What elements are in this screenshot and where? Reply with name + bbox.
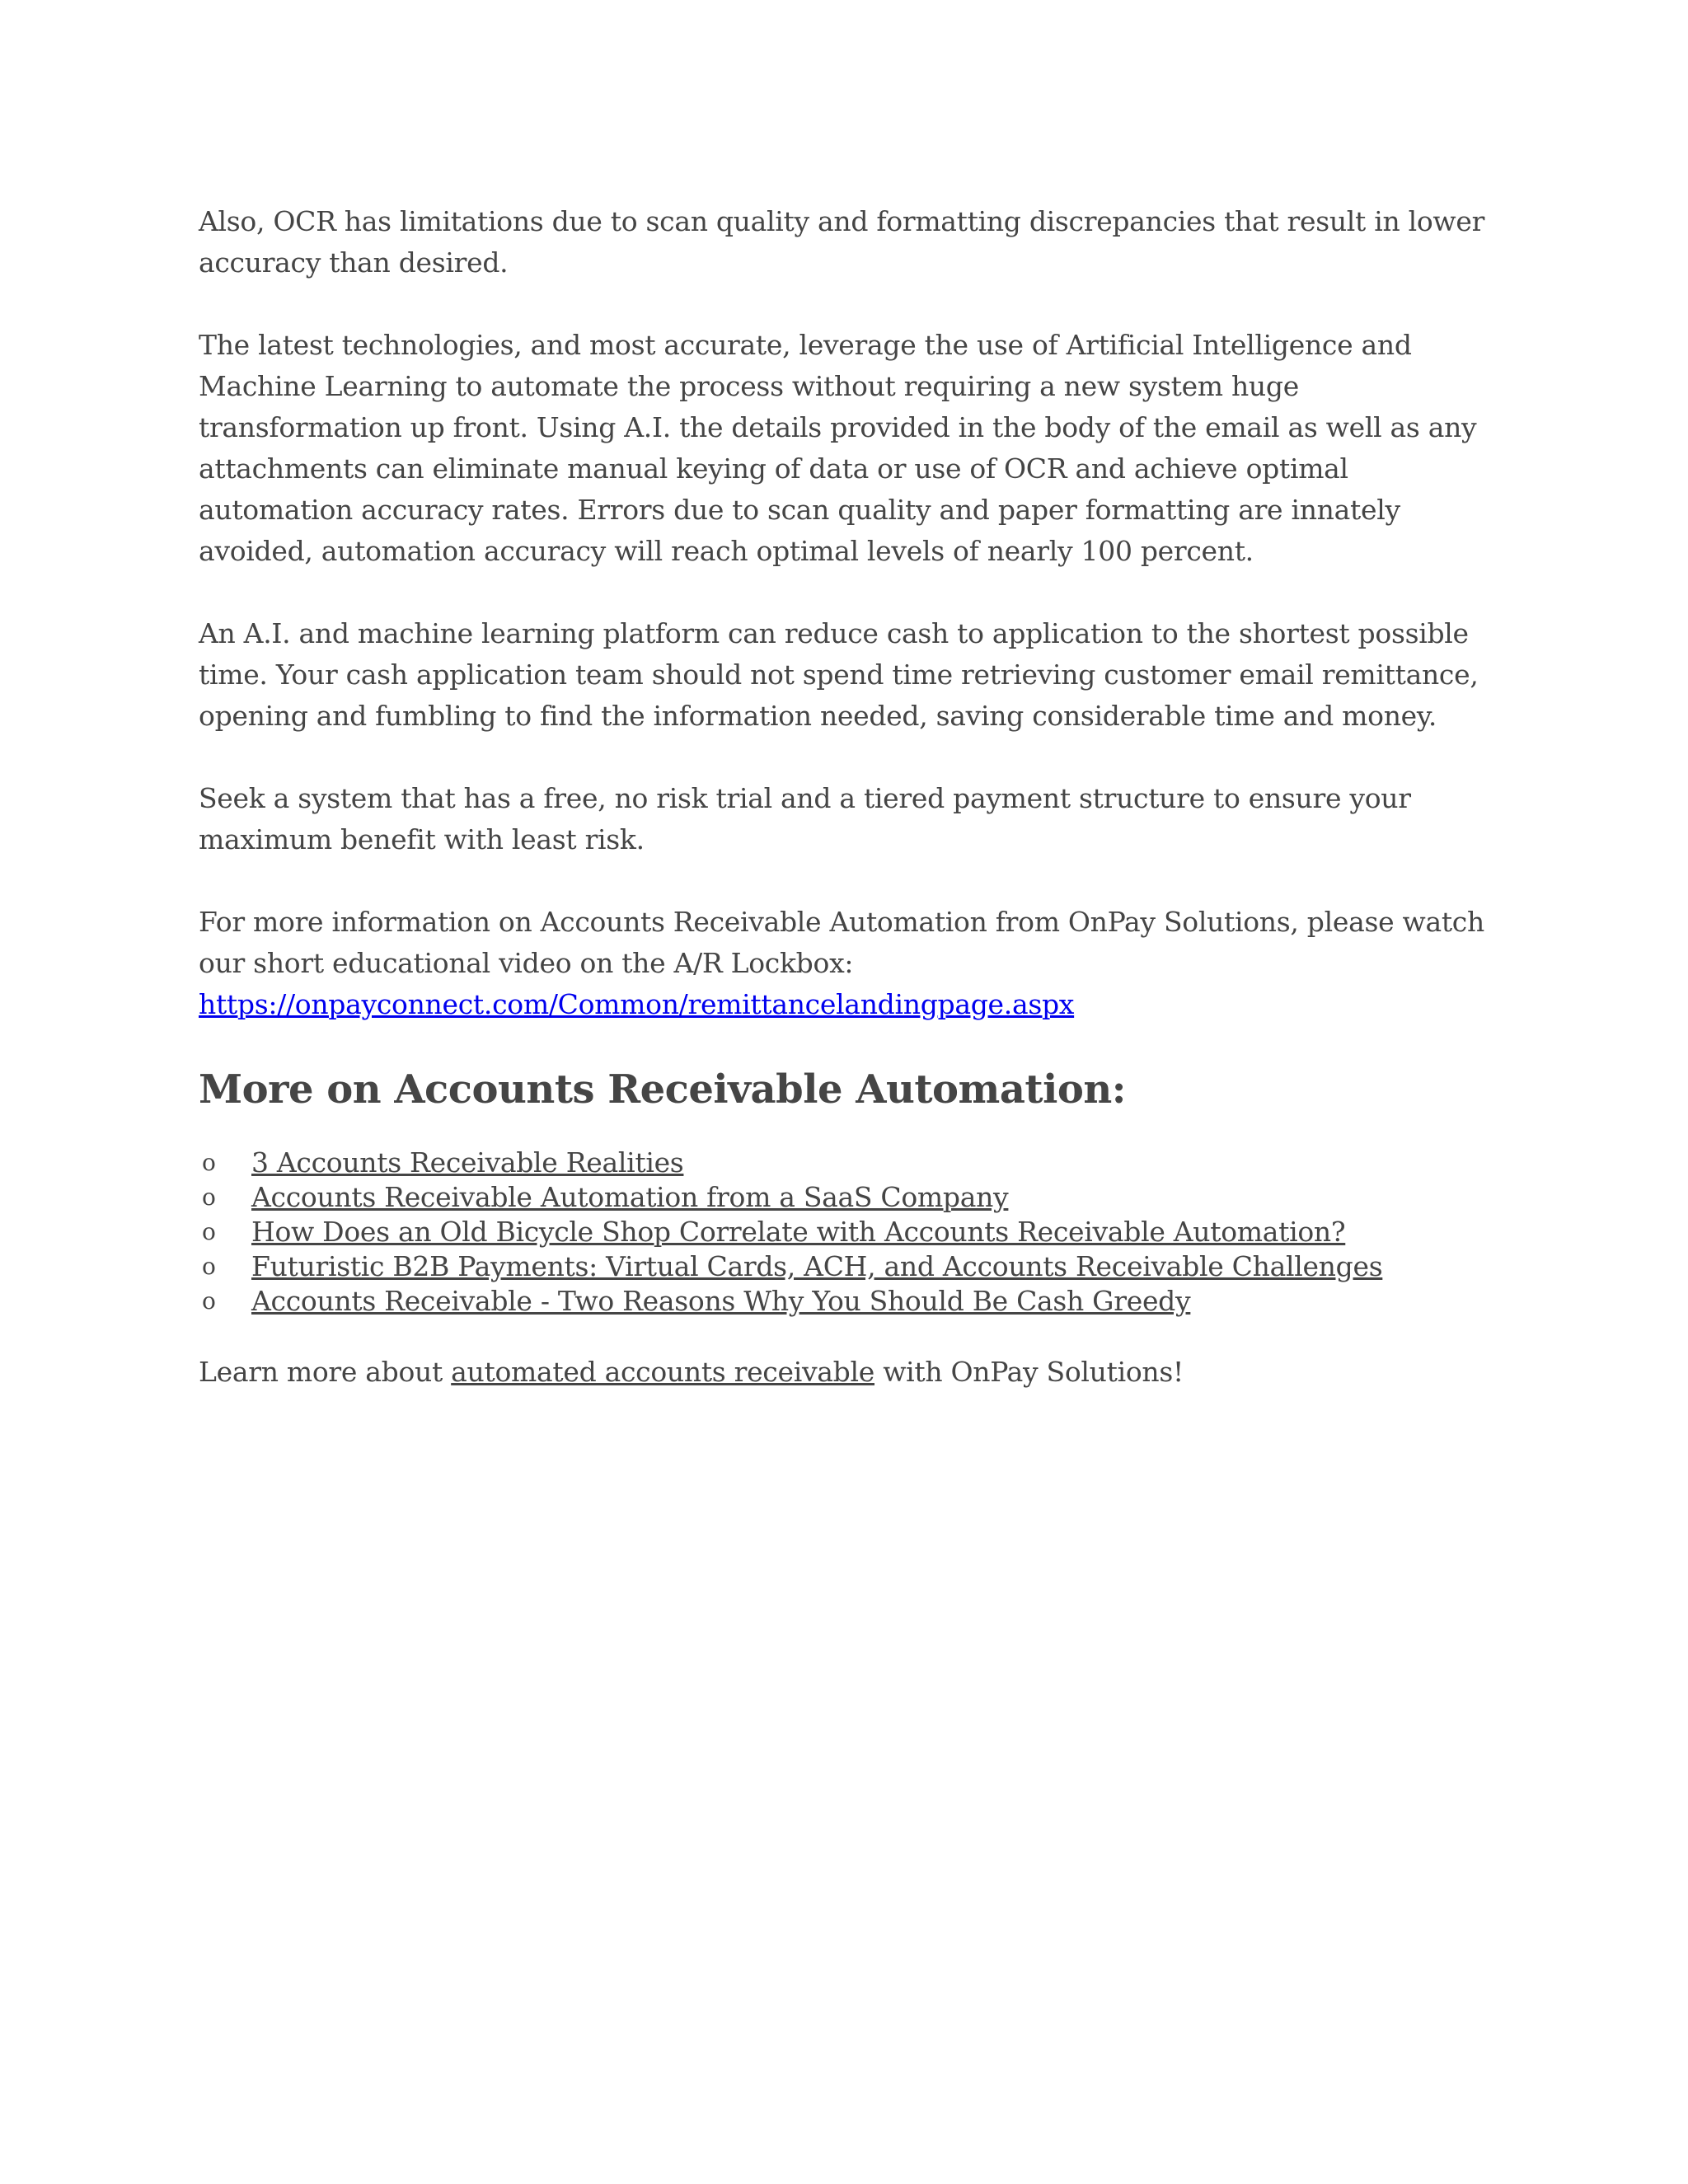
automated-ar-link[interactable]: automated accounts receivable [451, 1356, 874, 1388]
related-link-b2b-payments[interactable]: Futuristic B2B Payments: Virtual Cards, ACH, and Accounts Receivable Challenges [251, 1250, 1383, 1282]
related-link-cash-greedy[interactable]: Accounts Receivable - Two Reasons Why You Should Be Cash Greedy [251, 1285, 1191, 1317]
list-item [199, 1146, 1509, 1180]
closing-sentence [199, 1352, 1509, 1393]
paragraph-ai-platform: An A.I. and machine learning platform can reduce cash to application to the shortest possible time. Your cash application team should not spend time retrieving customer email remittance, opening and fumbling to find the information needed, saving considerable time and money. [199, 617, 1479, 732]
related-link-saas-company[interactable]: Accounts Receivable Automation from a SaaS Company [251, 1181, 1009, 1213]
related-link-bicycle-shop[interactable]: How Does an Old Bicycle Shop Correlate with Accounts Receivable Automation? [251, 1216, 1346, 1248]
bullet-circle-icon: o [202, 1183, 216, 1211]
related-articles-list [199, 1146, 1509, 1319]
paragraph-ocr-limitations: Also, OCR has limitations due to scan quality and formatting discrepancies that result in lower accuracy than desired. [199, 205, 1485, 279]
bullet-circle-icon: o [202, 1218, 216, 1245]
list-item [199, 1180, 1509, 1215]
bullet-circle-icon: o [202, 1287, 216, 1315]
list-item [199, 1249, 1509, 1284]
paragraph-more-information: For more information on Accounts Receivable Automation from OnPay Solutions, please watch our short educational video on the A/R Lockbox: [199, 906, 1484, 979]
closing-prefix: Learn more about [199, 1356, 452, 1388]
bullet-circle-icon: o [202, 1253, 216, 1280]
document-page [199, 201, 1509, 1393]
list-item [199, 1284, 1509, 1319]
list-item [199, 1215, 1509, 1249]
bullet-circle-icon: o [202, 1149, 216, 1176]
lockbox-url-link[interactable]: https://onpayconnect.com/Common/remittancelandingpage.aspx [199, 988, 1075, 1020]
section-heading: More on Accounts Receivable Automation: [199, 1066, 1126, 1113]
closing-suffix: with OnPay Solutions! [874, 1356, 1184, 1388]
paragraph-ai-technologies: The latest technologies, and most accurate, leverage the use of Artificial Intelligence and Machine Learning to automate the process without requiring a new system huge transformation up front. Using A.I. the details provided in the body of the email as well as any attachments can eliminate manual keying of data or use of OCR and achieve optimal automation accuracy rates. Errors due to scan quality and paper formatting are innately avoided, automation accuracy will reach optimal levels of nearly 100 percent. [199, 329, 1477, 567]
related-link-ar-realities[interactable]: 3 Accounts Receivable Realities [251, 1146, 684, 1179]
paragraph-free-trial: Seek a system that has a free, no risk trial and a tiered payment structure to ensure your maximum benefit with least risk. [199, 782, 1411, 855]
